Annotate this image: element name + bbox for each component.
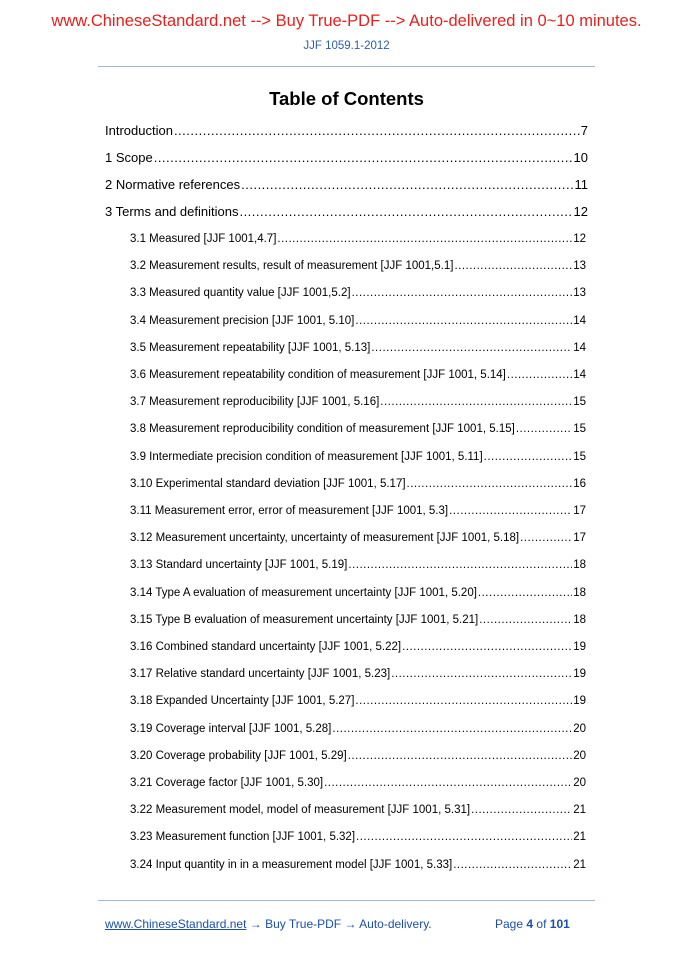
toc-entry[interactable] [130, 587, 586, 599]
toc-entry-title: 3.10 Experimental standard deviation [JJF 1001, 5.17] [130, 477, 406, 490]
toc-dot-leader [355, 315, 572, 327]
toc-entry[interactable] [130, 831, 586, 843]
toc-entry-page: 14 [573, 341, 586, 354]
page-label: Page [495, 917, 524, 931]
toc-dot-leader [478, 587, 572, 599]
toc-entry[interactable] [130, 342, 586, 354]
toc-entry-title: 3.15 Type B evaluation of measurement uncertainty [JJF 1001, 5.21] [130, 613, 479, 626]
toc-entry-page: 15 [573, 396, 586, 409]
toc-dot-leader [516, 423, 572, 435]
toc-entry[interactable] [105, 123, 588, 138]
toc-entry-title: 3.9 Intermediate precision condition of measurement [JJF 1001, 5.11] [130, 450, 483, 463]
toc-entry-title: 3.3 Measured quantity value [JJF 1001,5.2] [130, 287, 351, 300]
toc-entry[interactable] [130, 315, 586, 327]
toc-dot-leader [174, 123, 580, 138]
footer-delivery-text: Auto-delivery. [359, 917, 432, 931]
footer-promo-link[interactable] [105, 917, 432, 931]
page-indicator [495, 917, 570, 931]
toc-entry-title: 3.20 Coverage probability [JJF 1001, 5.29] [130, 749, 347, 762]
toc-entry[interactable] [130, 233, 586, 245]
toc-entry-title: 3.2 Measurement results, result of measurement [JJF 1001,5.1] [130, 260, 454, 273]
toc-entry-page: 17 [573, 505, 586, 517]
toc-entry-title: 3.19 Coverage interval [JJF 1001, 5.28] [130, 722, 332, 735]
toc-entry[interactable] [130, 695, 586, 707]
toc-entry-title: 3.14 Type A evaluation of measurement uncertainty [JJF 1001, 5.20] [130, 586, 477, 599]
toc-entry-title: 1 Scope [105, 150, 153, 165]
toc-entry[interactable] [130, 668, 586, 680]
toc-entry[interactable] [130, 859, 586, 871]
toc-dot-leader [348, 559, 572, 571]
toc-entry-title: 3.16 Combined standard uncertainty [JJF 1001, 5.22] [130, 641, 402, 653]
toc-entry[interactable] [130, 614, 586, 626]
toc-entry[interactable] [130, 505, 586, 517]
toc-entry-page: 19 [573, 695, 586, 708]
toc-entry[interactable] [130, 750, 586, 762]
toc-dot-leader [355, 695, 572, 707]
toc-entry[interactable] [130, 723, 586, 735]
toc-dot-leader [371, 342, 572, 354]
toc-dot-leader [356, 831, 572, 843]
toc-entry[interactable] [130, 423, 586, 435]
toc-entry-page: 21 [573, 831, 586, 844]
toc-entry[interactable] [130, 559, 586, 571]
page-of: of [536, 917, 547, 931]
document-id: JJF 1059.1-2012 [303, 40, 390, 52]
toc-entry-title: 3.13 Standard uncertainty [JJF 1001, 5.19] [130, 559, 348, 572]
toc-entry-page: 14 [573, 369, 586, 381]
toc-entry[interactable] [130, 369, 586, 381]
toc-dot-leader [402, 641, 572, 653]
toc-entry-page: 10 [573, 150, 588, 165]
toc-entry-title: 3.1 Measured [JJF 1001,4.7] [130, 233, 277, 245]
toc-dot-leader [479, 614, 572, 626]
toc-entry-page: 17 [573, 532, 586, 545]
toc-entry[interactable] [105, 150, 588, 165]
toc-entry-page: 13 [573, 287, 586, 300]
toc-entry-title: 3.11 Measurement error, error of measurement [JJF 1001, 5.3] [130, 505, 449, 517]
toc-entry-page: 12 [573, 204, 588, 219]
toc-entry-page: 18 [573, 559, 586, 572]
footer-buy-text: Buy True-PDF [265, 917, 342, 931]
toc-entry-title: 3.8 Measurement reproducibility condition of measurement [JJF 1001, 5.15] [130, 423, 515, 436]
toc-entry-page: 15 [573, 423, 586, 436]
toc-entry-page: 14 [573, 314, 586, 327]
toc-entry-page: 13 [573, 260, 586, 273]
footer-site-link[interactable]: www.ChineseStandard.net [105, 917, 247, 931]
toc-entry-title: 3.12 Measurement uncertainty, uncertainty of measurement [JJF 1001, 5.18] [130, 532, 520, 545]
toc-dot-leader [449, 505, 572, 517]
page-current: 4 [526, 917, 534, 931]
toc-entry-page: 7 [580, 123, 588, 138]
toc-entry-page: 16 [573, 477, 586, 490]
toc-dot-leader [380, 396, 572, 408]
toc-entry[interactable] [105, 177, 588, 192]
toc-entry[interactable] [130, 777, 586, 789]
toc-entry[interactable] [130, 641, 586, 653]
toc-entry-title: 2 Normative references [105, 177, 241, 192]
toc-entry-page: 20 [573, 777, 586, 789]
toc-dot-leader [520, 532, 572, 544]
page-title: Table of Contents [269, 88, 424, 109]
toc-entry-page: 12 [573, 233, 586, 245]
promo-banner[interactable]: www.ChineseStandard.net --> Buy True-PDF --> Auto-delivered in 0~10 minutes. [51, 12, 642, 30]
toc-dot-leader [324, 777, 572, 789]
toc-entry-page: 18 [573, 586, 586, 599]
toc-dot-leader [453, 859, 572, 871]
toc-entry-title: 3.4 Measurement precision [JJF 1001, 5.10] [130, 314, 355, 327]
toc-entry-title: 3.6 Measurement repeatability condition of measurement [JJF 1001, 5.14] [130, 369, 506, 381]
toc-dot-leader [507, 369, 572, 381]
arrow-icon: → [344, 917, 357, 931]
toc-entry-page: 15 [573, 450, 586, 463]
toc-dot-leader [391, 668, 572, 680]
toc-dot-leader [239, 204, 572, 219]
toc-dot-leader [471, 804, 572, 816]
toc-entry-title: 3.23 Measurement function [JJF 1001, 5.32] [130, 831, 356, 844]
toc-entry-title: 3.18 Expanded Uncertainty [JJF 1001, 5.27] [130, 695, 355, 708]
arrow-icon: → [249, 917, 262, 931]
toc-entry-page: 20 [573, 749, 586, 762]
toc-entry-page: 19 [573, 668, 586, 681]
toc-dot-leader [277, 233, 572, 245]
toc-entry-title: 3.21 Coverage factor [JJF 1001, 5.30] [130, 777, 324, 789]
toc-entry-page: 21 [573, 804, 586, 817]
toc-entry-page: 21 [573, 858, 586, 871]
toc-entry[interactable] [130, 451, 586, 463]
toc-entry[interactable] [130, 287, 586, 299]
toc-entry[interactable] [105, 204, 588, 219]
toc-entry[interactable] [130, 478, 586, 490]
header-divider [98, 66, 595, 67]
toc-entry-title: Introduction [105, 123, 173, 138]
toc-entry-title: 3.7 Measurement reproducibility [JJF 1001, 5.16] [130, 396, 380, 409]
toc-entry-title: 3.24 Input quantity in in a measurement model [JJF 1001, 5.33] [130, 858, 453, 871]
toc-dot-leader [348, 750, 572, 762]
toc-dot-leader [352, 287, 573, 299]
toc-dot-leader [241, 177, 573, 192]
toc-entry-page: 19 [573, 641, 586, 653]
toc-entry-title: 3.22 Measurement model, model of measurement [JJF 1001, 5.31] [130, 804, 471, 817]
toc-entry-title: 3 Terms and definitions [105, 204, 239, 219]
toc-entry[interactable] [130, 532, 586, 544]
toc-entry-title: 3.17 Relative standard uncertainty [JJF 1001, 5.23] [130, 668, 391, 681]
toc-dot-leader [484, 451, 573, 463]
toc-dot-leader [332, 723, 572, 735]
footer-divider [98, 900, 595, 901]
page-total: 101 [549, 917, 570, 931]
toc-entry-page: 11 [574, 177, 588, 192]
toc-entry-page: 18 [573, 613, 586, 626]
toc-dot-leader [454, 260, 572, 272]
toc-entry-page: 20 [573, 722, 586, 735]
toc-dot-leader [154, 150, 573, 165]
toc-entry[interactable] [130, 260, 586, 272]
toc-entry[interactable] [130, 804, 586, 816]
toc-entry[interactable] [130, 396, 586, 408]
toc-dot-leader [407, 478, 573, 490]
toc-entry-title: 3.5 Measurement repeatability [JJF 1001, 5.13] [130, 341, 371, 354]
